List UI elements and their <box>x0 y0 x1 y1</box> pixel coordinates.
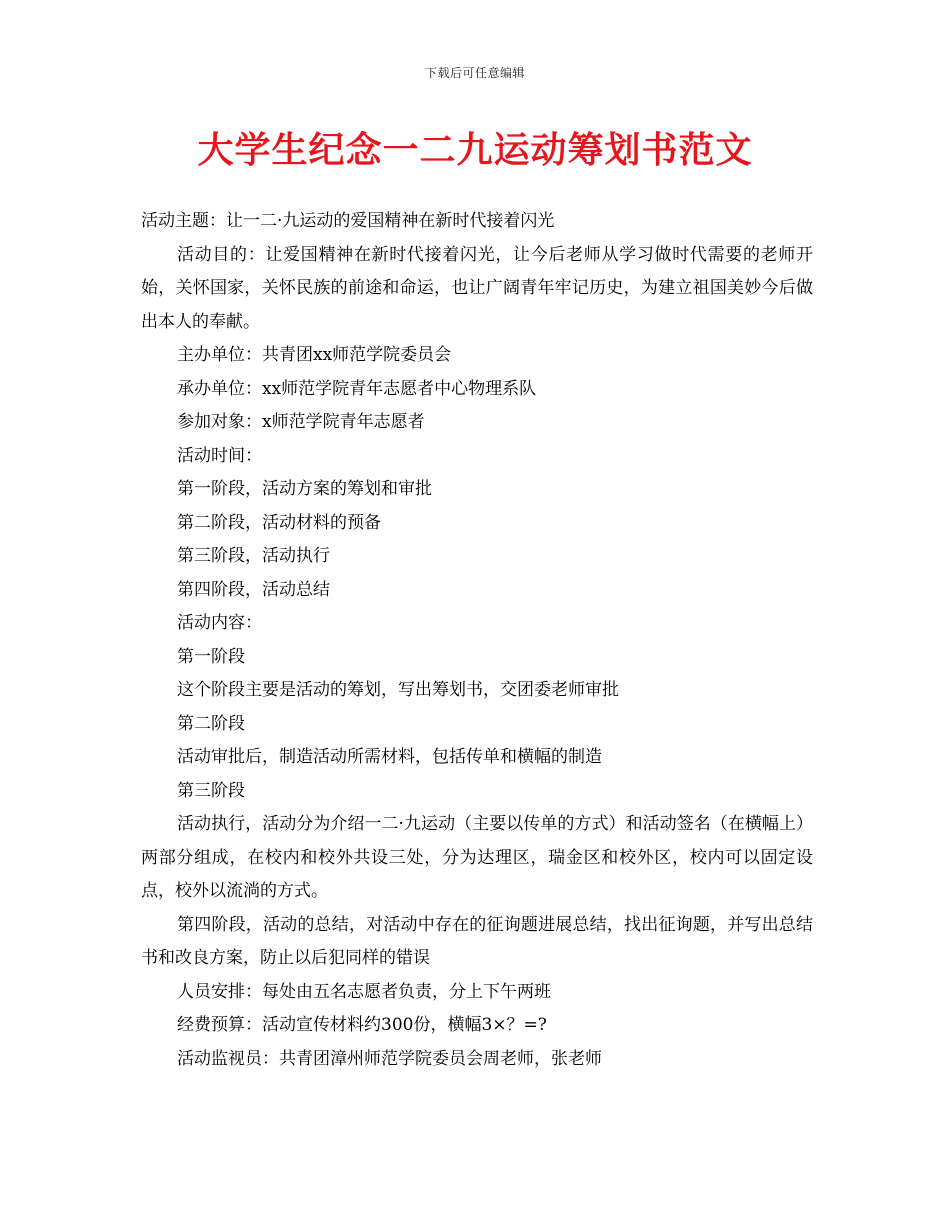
time-phase-one: 第一阶段，活动方案的筹划和审批 <box>177 479 432 499</box>
activity-purpose-paragraph: 活动目的：让爱国精神在新时代接着闪光，让今后老师从学习做时代需要的老师开始，关怀国家，关怀民族的前途和命运，也让广阔青年牢记历史，为建立祖国美妙今后做出本人的奉献。 <box>141 244 813 332</box>
co-organizer-paragraph: 承办单位：xx师范学院青年志愿者中心物理系队 <box>177 378 537 399</box>
content-phase-two-text: 活动审批后，制造活动所需材料，包括传单和横幅的制造 <box>177 747 602 767</box>
content-phase-four-text: 第四阶段，活动的总结，对活动中存在的征询题进展总结，找出征询题，并写出总结书和改良方案，防止以后犯同样的错误 <box>141 914 813 968</box>
content-phase-three-heading: 第三阶段 <box>177 780 245 801</box>
content-phase-three-text: 活动执行，活动分为介绍一二·九运动（主要以传单的方式）和活动签名（在横幅上）两部分组成，在校内和校外共设三处，分为达理区，瑞金区和校外区，校内可以固定设点，校外以流淌的方式。 <box>141 814 813 901</box>
activity-time-heading: 活动时间： <box>177 445 262 466</box>
time-phase-three: 第三阶段，活动执行 <box>177 546 330 566</box>
content-phase-one-heading: 第一阶段 <box>177 646 245 667</box>
content-phase-one-text: 这个阶段主要是活动的筹划，写出筹划书，交团委老师审批 <box>177 680 619 700</box>
participants-paragraph: 参加对象：x师范学院青年志愿者 <box>177 412 425 432</box>
staffing-paragraph: 人员安排：每处由五名志愿者负责，分上下午两班 <box>177 981 551 1002</box>
organizer-paragraph: 主办单位：共青团xx师范学院委员会 <box>177 345 452 365</box>
document-body <box>141 205 813 1076</box>
header-note: 下载后可任意编辑 <box>424 66 525 80</box>
activity-theme-paragraph: 活动主题：让一二·九运动的爱国精神在新时代接着闪光 <box>141 211 555 231</box>
time-phase-two: 第二阶段，活动材料的预备 <box>177 512 381 533</box>
time-phase-four: 第四阶段，活动总结 <box>177 579 330 600</box>
supervisor-paragraph: 活动监视员：共青团漳州师范学院委员会周老师，张老师 <box>177 1048 602 1069</box>
content-phase-two-heading: 第二阶段 <box>177 713 245 734</box>
document-title: 大学生纪念一二九运动筹划书范文 <box>197 130 753 171</box>
activity-content-heading: 活动内容： <box>177 613 262 633</box>
budget-paragraph: 经费预算：活动宣传材料约300份，横幅3×？=? <box>177 1015 547 1035</box>
